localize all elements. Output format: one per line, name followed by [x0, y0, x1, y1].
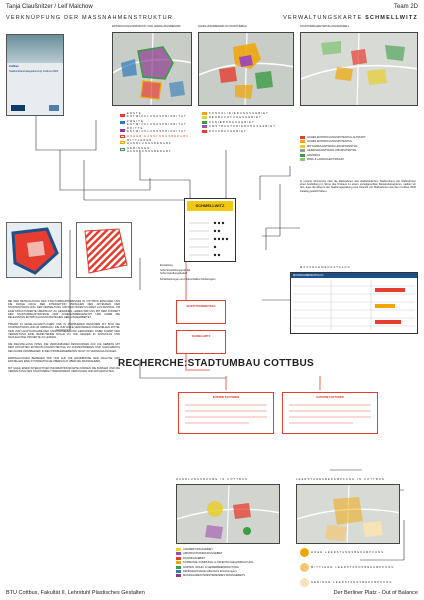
catalog-header: MASSNAHMENKATALOG [291, 273, 417, 278]
legend-label: BEOBACHTUNGSGEBIET [209, 116, 262, 120]
card-investition-title: INVESTITIONSBETRAG [186, 305, 216, 308]
legend-label: MITTLERER HANDLUNGSBEDARF [127, 139, 172, 146]
catalog-table [291, 278, 417, 332]
left-text-column [8, 300, 120, 374]
authors: Tanja Claußnitzer / Leif Malchow [6, 4, 93, 10]
legend-label: RÜCKBAUGEBIET [209, 129, 247, 133]
internal-factors-lines [179, 399, 273, 429]
legend-label: UMSTRUKTURIERUNGSGEBIET [209, 125, 277, 129]
legend-label: MITTLERES ENTWICKLUNGSPOTENTIAL [307, 144, 358, 148]
bottom-map-right-title: LEERSTANDSBEKÄMPFUNG IN COTTBUS [296, 478, 385, 481]
legend-label: DENKMALPFLEGE (öffentliche Einrichtungen) [183, 569, 237, 573]
team-label: Team 2D [393, 4, 418, 10]
legend-swatch [176, 566, 181, 569]
book-subtitle: Stadtumbaustrategiekonzept Cottbus 2020 [9, 70, 59, 74]
left-paragraph: MIT HILFE EINER INTERAKTIVEN INFORMATIONSKARTE KÖNNEN DIE BÜRGER UND DIE VERWALTUNG DEN STADTUMBAU TRANSPARENT VERFOLGEN UND MITGESTALTEN. [8, 367, 120, 374]
legend-swatch [176, 552, 181, 555]
mid-label: hohe Entwicklungspriorität [160, 269, 191, 273]
card-schmellwitz-small-title: SCHMELLWITZ [191, 335, 211, 338]
legend-label: SANIERUNGSGEBIET [209, 120, 255, 124]
legend-label: KONSOLIDIERUNGSGEBIET [209, 112, 269, 115]
legend-swatch [176, 570, 181, 573]
map-caption-1: ENTWICKLUNGSPRIORITÄT UND HANDLUNGSBEDARF [112, 25, 181, 28]
right-intro-text: In unserer Recherche über die Maßnahmen des städtebaulichen Stadtumbaus wie Maßnahmen einer Ausbildung im Sinne des Umbaus zu einem sozialgerechten Bestandsprogramm, stellten wir fest, dass die Akteure der Stadtumgestaltung eine Vielzahl von Maßnahmen aus dem Cottbus 2020 Katalog gewählt haben. [300, 180, 416, 193]
vacancy-label: GERINGE LEERSTANDSBEKÄMPFUNG [311, 580, 393, 584]
card-dots [185, 213, 235, 261]
footer-right: Der Berliner Platz - Out of Balance [333, 590, 418, 596]
legend-label: PARK & LANDSCHAFTSRAUM [307, 157, 344, 161]
legend-label: KOMMUNAL KOMMUNAL & ÖFFENTLICHE EINRICHTUNG [183, 561, 254, 565]
external-factors-lines [283, 399, 377, 429]
card-schmellwitz-small[interactable] [176, 330, 226, 354]
map-caption-3: STADTUMBAUENTWICKLUNGSMODELL [300, 25, 350, 28]
box-external-factors[interactable] [282, 392, 378, 434]
plan-blue[interactable] [6, 222, 62, 278]
legend-label: GRÜNZUG [307, 153, 321, 157]
legend-swatch [176, 557, 181, 560]
left-paragraph: BEI DER BETRACHTUNG DES STADTUMBAUPROZESSES IN COTTBUS ERSCHIEN UNS DIE FRAGE NACH DER INTERAKTION ZWISCHEN DEN AKTEUREN DER STADTENTWICKLUNG, DER VERWALTUNG UND DER ÖFFENTLICHKEIT ALS ZENTRAL. UM EINE STRUKTURIERTE ÜBERSICHT ZU GEWINNEN, HABEN WIR UNS MIT DEM KONZEPT DER STADTUMBAUSTRATEGIE 2020 AUSEINANDERGESETZT UND DABEI DIE RELEVANTEN ENTWICKLUNGSSTRATEGIEN HERAUSGEARBEITET. [8, 300, 120, 320]
legend-swatch [176, 548, 181, 551]
legend-bottom [176, 548, 286, 579]
mid-label-block [160, 264, 216, 281]
vacancy-circle [300, 578, 309, 587]
mid-label: Einstellung [160, 264, 173, 267]
legend-label: ZWEITE ENTWICKLUNGSPRIORITÄT [127, 119, 187, 126]
vacancy-label: MITTLERE LEERSTANDSBEKÄMPFUNG [311, 565, 395, 569]
vacancy-circle [300, 563, 309, 572]
legend-label: HOHES ENTWICKLUNGSPOTENTIAL [307, 140, 353, 144]
card-schmellwitz-title: SCHMELLWITZ [187, 201, 233, 211]
legend-label: HOHER HANDLUNGSBEDARF [127, 134, 190, 138]
legend-label: GERINGER HANDLUNGSBEDARF [127, 146, 172, 153]
bottom-map-left-title: HANDLUNGSRÄUME IN COTTBUS [176, 478, 249, 481]
catalog-sheet[interactable] [290, 272, 418, 334]
legend-label: GERINGES ENTWICKLUNGSPOTENTIAL [307, 149, 357, 153]
research-title: RECHERCHE:STADTUMBAU COTTBUS [118, 358, 314, 369]
legend-label: RÜCKBAUGEBIET [183, 556, 206, 560]
legend-label: ERSTE ENTWICKLUNGSPRIORITÄT [127, 112, 187, 119]
mid-label: hoher Handlungsbedarf [160, 272, 188, 276]
left-paragraph: EMPFEHLUNGEN BEZIEHEN WIR UNS AUF DIE ERGEBNISSE DER ANALYSE UND ERSTELLEN EINE SYSTEMATISCHE ÜBERSICHT ÜBER DIE MASSNAHMEN. [8, 356, 120, 364]
legend-label: DRITTE ENTWICKLUNGSPRIORITÄT [127, 127, 187, 134]
left-title: VERKNÜPFUNG DER MASSNAHMENSTRUKTUR [6, 15, 174, 21]
legend-swatch [176, 561, 181, 564]
legend-label: MASSNAHMEN INVESTIERENDES WOHNGEBIETS [183, 574, 246, 578]
legend-label: HOHES ENTWICKLUNGSPOTENTIAL ALTSTADT [307, 136, 366, 139]
book-title: Cottbus [9, 65, 19, 68]
card-investition[interactable] [176, 300, 226, 324]
vacancy-circle [300, 548, 309, 557]
legend-label: UMSTRUKTURIERUNGSGEBIET [183, 552, 223, 556]
catalog-title: MASSNAHMENKATALOG [300, 266, 351, 269]
right-title-prefix: VERWALTUNGSKARTE [283, 15, 363, 21]
box-internal-factors[interactable] [178, 392, 274, 434]
plan-red-stripes[interactable] [76, 222, 132, 278]
internal-factors-title: INTERNE FAKTOREN [212, 396, 240, 399]
map-vacancy[interactable] [296, 484, 400, 544]
left-paragraph: PRIMÄR IN GESELLSCHAFTLICHEN UND IN PERIPHEREN REGIONEN IST SICH DIE STADTENTWICKLUNG IM UMBRUCH. DIE ZUR HILFE GERUFENEN FINANZIELLEN MITTEL SIND ZUR HAUPTAUFGABE DER STADTERNEUERUNG GEWORDEN. DABEI KOMMT DER VERWALTUNG EINE BEDEUTENDE ROLLE ZU, DIE GELDER IN SINNVOLLE UND NACHHALTIGE PROJEKTE ZU LENKEN. [8, 323, 120, 340]
external-factors-title: EXTERNE FAKTOREN [316, 396, 344, 399]
left-paragraph: DIE ZIELSTELLUNG ISTES, DIE VERFÜGBAREN RESSOURCEN AUF DIE GEBIETE MIT DEM HÖCHSTEN ENTWICKLUNGSPOTENTIAL ZU KONZENTRIEREN UND GLEICHZEITIG DEN HANDLUNGSBEDARF IN DEN PROBLEMGEBIETEN NICHT ZU VERNACHLÄSSIGEN. [8, 343, 120, 353]
legend-label: AUFWERTUNGSGEBIET [183, 548, 213, 551]
right-title-highlight: SCHMELLWITZ [365, 15, 418, 21]
vacancy-label: HOHE LEERSTANDSBEKÄMPFUNG [311, 550, 385, 554]
card-schmellwitz[interactable] [184, 198, 236, 262]
footer-left: BTU Cottbus, Fakultät II, Lehrstuhl Plastisches Gestalten [6, 590, 145, 596]
map-caption-2: HANDLUNGSBEDARF IM STADTUMBAU [198, 25, 247, 28]
mid-label: Förderleistungen und Nutzerhaftes Förderregeln [160, 277, 216, 281]
legend-label: GARTEN, WOHN- & GEWERBEEINRICHTUNG [183, 565, 239, 569]
legend-swatch [176, 574, 181, 577]
vacancy-legend [300, 548, 418, 588]
map-action-areas[interactable] [176, 484, 280, 544]
